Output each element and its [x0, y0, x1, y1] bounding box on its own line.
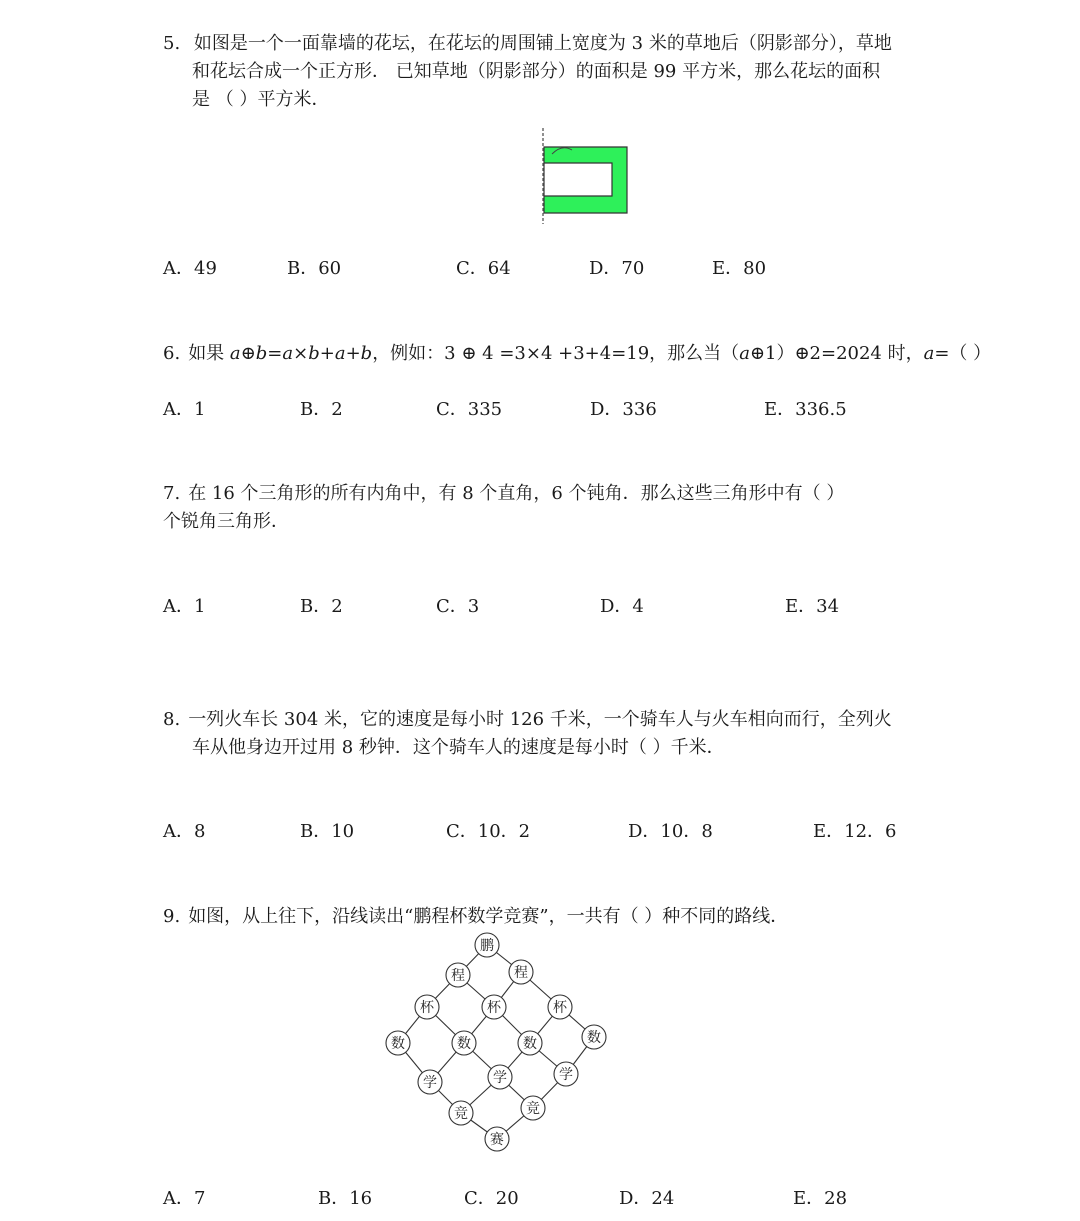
lattice-node: [521, 1096, 545, 1120]
question-6: [163, 340, 991, 368]
question-7-line-2: 个锐角三角形．: [163, 511, 289, 532]
flowerbed-figure: [530, 124, 640, 228]
grass-shaded-region: [544, 147, 627, 213]
question-text-line: 如图是一个一面靠墙的花坛，在花坛的周围铺上宽度为 3 米的草地后（阴影部分），草地: [193, 33, 892, 54]
option-8a[interactable]: A．8: [163, 821, 206, 842]
lattice-node-label: 数: [587, 1030, 601, 1046]
lattice-node-label: 杯: [553, 1000, 567, 1016]
question-8: [163, 706, 892, 734]
lattice-node: [548, 995, 572, 1019]
q6-text: ⊕1）⊕2=2024 时，: [749, 343, 924, 364]
q6-text: ，例如：3 ⊕ 4 =3×4 +3+4=19，那么当（: [372, 343, 740, 364]
lattice-node: [518, 1031, 542, 1055]
question-number: 7.: [163, 483, 181, 504]
var-a: a: [334, 343, 346, 364]
lattice-node: [509, 960, 533, 984]
option-8d[interactable]: D．10．8: [628, 821, 713, 842]
option-8c[interactable]: C．10．2: [446, 821, 531, 842]
option-5e[interactable]: E．80: [712, 258, 767, 279]
lattice-node: [449, 1101, 473, 1125]
lattice-node-label: 竞: [454, 1106, 468, 1122]
lattice-node: [446, 963, 470, 987]
lattice-node-label: 竞: [526, 1101, 540, 1117]
lattice-node-label: 学: [559, 1067, 573, 1083]
option-5d[interactable]: D．70: [589, 258, 645, 279]
lattice-node-label: 学: [423, 1075, 437, 1091]
lattice-node: [488, 1065, 512, 1089]
lattice-node: [415, 995, 439, 1019]
q6-text: =: [267, 343, 283, 364]
lattice-node-label: 赛: [490, 1132, 504, 1148]
option-7e[interactable]: E．34: [785, 596, 840, 617]
question-5: [163, 30, 892, 58]
var-a: a: [739, 343, 750, 364]
lattice-node-label: 鹏: [480, 938, 494, 954]
op-symbol: ⊕: [240, 343, 256, 364]
option-7c[interactable]: C．3: [436, 596, 480, 617]
question-text-line: 在 16 个三角形的所有内角中，有 8 个直角，6 个钝角．那么这些三角形中有（ ）: [188, 483, 845, 504]
option-9c[interactable]: C．20: [464, 1188, 519, 1209]
option-6c[interactable]: C．335: [436, 399, 503, 420]
q6-text: +: [345, 343, 361, 364]
lattice-node: [482, 995, 506, 1019]
question-8-line-2: 车从他身边开过用 8 秒钟．这个骑车人的速度是每小时（ ）千米．: [192, 737, 725, 758]
lattice-node: [582, 1025, 606, 1049]
lattice-node: [452, 1031, 476, 1055]
option-9a[interactable]: A．7: [163, 1188, 206, 1209]
option-5c[interactable]: C．64: [456, 258, 511, 279]
lattice-node-label: 杯: [487, 1000, 501, 1016]
option-6e[interactable]: E．336.5: [764, 399, 847, 420]
q6-text: =（ ）: [934, 343, 992, 364]
question-number: 6.: [163, 343, 181, 364]
var-a: a: [229, 343, 241, 364]
question-text-line: 一列火车长 304 米，它的速度是每小时 126 千米，一个骑车人与火车相向而行，全列火: [188, 709, 892, 730]
question-5-line-2: 和花坛合成一个正方形． 已知草地（阴影部分）的面积是 99 平方米，那么花坛的面积: [192, 61, 881, 82]
lattice-node-label: 程: [451, 968, 465, 984]
option-8b[interactable]: B．10: [300, 821, 355, 842]
q6-text: ×: [293, 343, 309, 364]
var-a: a: [923, 343, 935, 364]
question-7: [163, 480, 844, 508]
question-5-line-3: 是 （ ）平方米．: [192, 89, 330, 110]
option-7b[interactable]: B．2: [300, 596, 343, 617]
lattice-node-label: 数: [457, 1036, 471, 1052]
option-5b[interactable]: B．60: [287, 258, 342, 279]
var-b: b: [255, 343, 268, 364]
option-6b[interactable]: B．2: [300, 399, 343, 420]
option-7a[interactable]: A．1: [163, 596, 206, 617]
lattice-node-label: 学: [493, 1070, 507, 1086]
lattice-node: [485, 1127, 509, 1151]
question-text-line: 如图，从上往下，沿线读出“鹏程杯数学竞赛”，一共有（ ）种不同的路线．: [188, 906, 789, 927]
option-5a[interactable]: A．49: [163, 258, 217, 279]
q6-text: 如果: [188, 343, 230, 364]
option-8e[interactable]: E．12．6: [813, 821, 897, 842]
var-b: b: [308, 343, 320, 364]
lattice-node-label: 数: [391, 1036, 405, 1052]
question-number: 9.: [163, 906, 181, 927]
lattice-node: [386, 1031, 410, 1055]
var-b: b: [360, 343, 373, 364]
question-number: 8.: [163, 709, 181, 730]
question-number: 5.: [163, 33, 181, 54]
option-9d[interactable]: D．24: [619, 1188, 675, 1209]
q6-text: +: [319, 343, 335, 364]
lattice-node: [418, 1070, 442, 1094]
word-lattice-diagram: [370, 925, 620, 1155]
lattice-node-label: 程: [514, 965, 528, 981]
lattice-node-label: 杯: [420, 1000, 434, 1016]
option-9b[interactable]: B．16: [318, 1188, 373, 1209]
lattice-node: [475, 933, 499, 957]
option-6d[interactable]: D．336: [590, 399, 657, 420]
option-7d[interactable]: D．4: [600, 596, 644, 617]
var-a: a: [282, 343, 294, 364]
option-6a[interactable]: A．1: [163, 399, 206, 420]
lattice-node-label: 数: [523, 1036, 537, 1052]
option-9e[interactable]: E．28: [793, 1188, 848, 1209]
lattice-node: [554, 1062, 578, 1086]
